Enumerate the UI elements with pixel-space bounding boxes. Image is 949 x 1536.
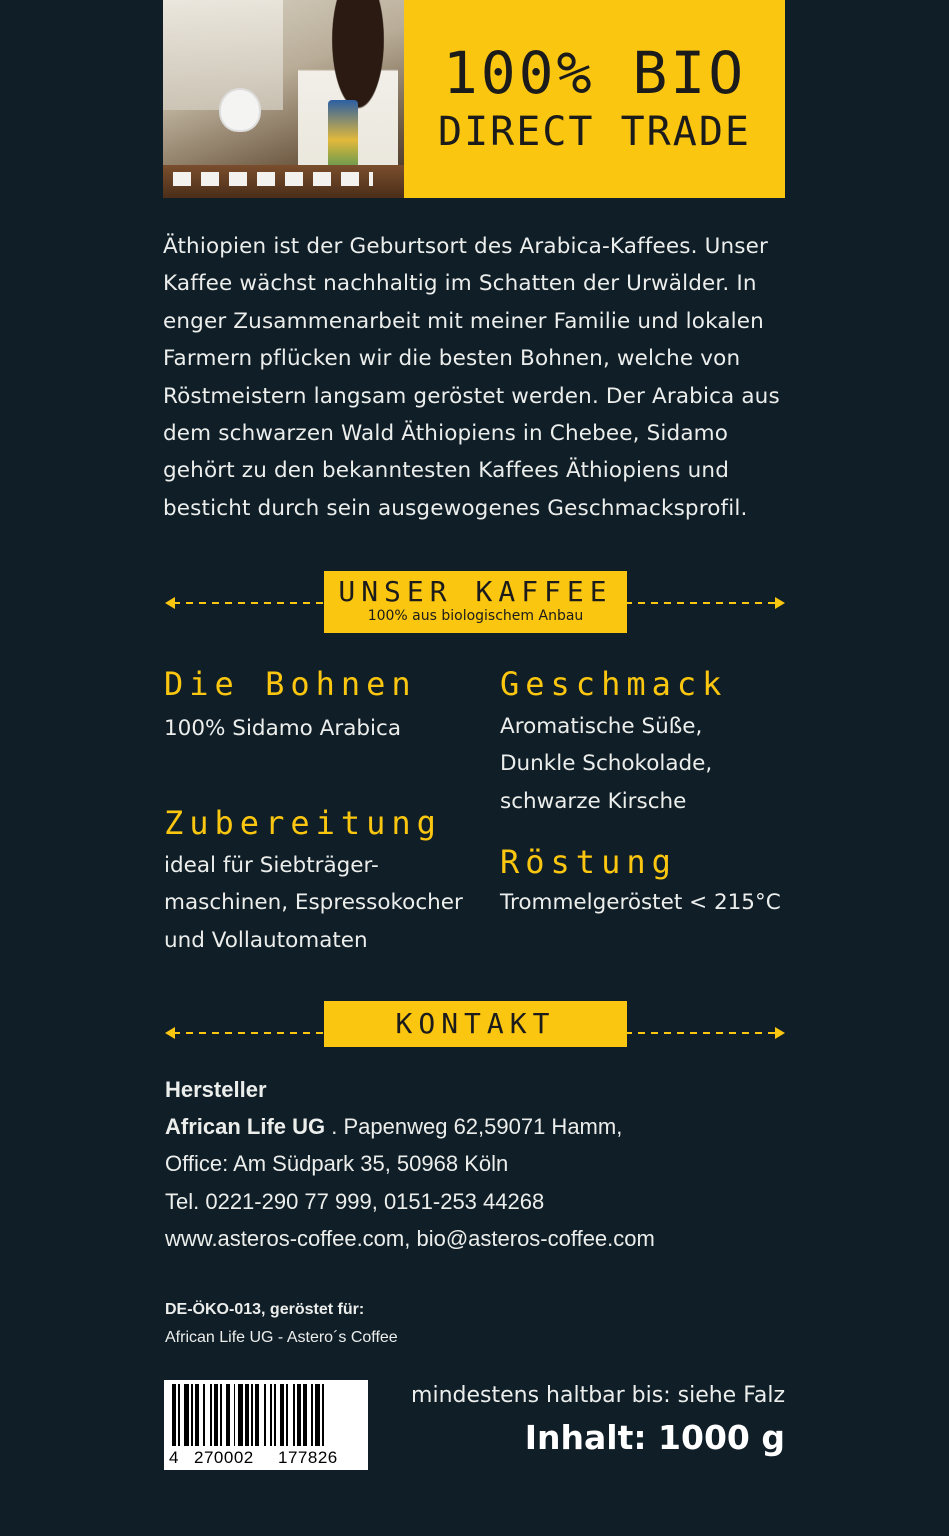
barcode-bar: [311, 1384, 313, 1446]
barcode-bar: [234, 1384, 236, 1446]
office-address: Office: Am Südpark 35, 50968 Köln: [165, 1151, 509, 1177]
barcode-bar: [297, 1384, 301, 1446]
barcode-bar: [245, 1384, 249, 1446]
barcode-bar: [264, 1384, 266, 1446]
contact-block: [165, 1071, 655, 1257]
barcode-bar: [210, 1384, 212, 1446]
zubereitung-text: ideal für Siebträger- maschinen, Espressokocher und Vollautomaten: [164, 853, 463, 953]
hersteller-label: Hersteller: [165, 1077, 267, 1102]
barcode-bar: [203, 1384, 205, 1446]
kontakt-banner: [324, 1001, 627, 1047]
barcode-bar: [274, 1384, 276, 1446]
unser-kaffee-divider: [163, 570, 785, 634]
barcode-bar: [172, 1384, 176, 1446]
dashed-line: [625, 1032, 775, 1034]
barcode-bar: [255, 1384, 259, 1446]
barcode-bar: [270, 1384, 272, 1446]
dashed-line: [625, 602, 775, 604]
barcode-bar: [195, 1384, 199, 1446]
barcode-bar: [214, 1384, 218, 1446]
barcode-bar: [293, 1384, 295, 1446]
cert-for: African Life UG - Astero´s Coffee: [165, 1329, 398, 1346]
barcode-bar: [322, 1384, 324, 1446]
section-subtitle: 100% aus biologischem Anbau: [367, 608, 584, 624]
best-before-note: mindestens haltbar bis: siehe Falz: [411, 1383, 785, 1408]
section-title: KONTAKT: [395, 1007, 556, 1040]
address: . Papenweg 62,59071 Hamm,: [325, 1114, 623, 1140]
barcode-bar: [178, 1384, 180, 1446]
roestung-text: Trommelgeröstet < 215°C: [500, 890, 781, 915]
bohnen-heading: Die Bohnen: [164, 665, 417, 703]
dashed-line: [173, 602, 323, 604]
barcode-bar: [238, 1384, 243, 1446]
bio-headline: 100% BIO: [442, 39, 747, 107]
web-and-email: www.asteros-coffee.com, bio@asteros-coffee.com: [165, 1225, 655, 1251]
bohnen-text: 100% Sidamo Arabica: [164, 716, 402, 741]
arrow-right-icon: [775, 597, 785, 609]
barcode-bar: [251, 1384, 253, 1446]
phone-numbers: Tel. 0221-290 77 999, 0151-253 44268: [165, 1188, 545, 1214]
barcode-bar: [315, 1384, 320, 1446]
cert-code: DE-ÖKO-013, geröstet für:: [165, 1301, 365, 1318]
intro-paragraph: Äthiopien ist der Geburtsort des Arabica-Kaffees. Unser Kaffee wächst nachhaltig im Schatten der Urwälder. In enger Zusammenarbeit mit meiner Familie und lokalen Farmern pflücken wir die besten Bohnen, welche von Röstmeistern langsam geröstet werden. Der Arabica aus dem schwarzen Wald Äthiopiens in Chebee, Sidamo gehört zu den bekanntesten Kaffees Äthiopiens und besticht durch sein ausgewogenes Geschmacksprofil.: [163, 234, 780, 521]
woman-pouring-coffee-photo: [163, 0, 404, 198]
zubereitung-heading: Zubereitung: [164, 804, 442, 842]
barcode-bar: [280, 1384, 284, 1446]
organic-certification: [165, 1296, 398, 1352]
dashed-line: [173, 1032, 323, 1034]
company-name: African Life UG: [165, 1114, 326, 1140]
unser-kaffee-banner: [324, 571, 627, 633]
barcode-bar: [286, 1384, 288, 1446]
direct-trade-label: DIRECT TRADE: [438, 109, 751, 155]
kontakt-divider: [163, 1000, 785, 1064]
ean-barcode: 4 270002 177826: [164, 1380, 368, 1470]
arrow-right-icon: [775, 1027, 785, 1039]
barcode-bars: [172, 1384, 360, 1446]
section-title: UNSER KAFFEE: [338, 575, 613, 608]
geschmack-heading: Geschmack: [500, 665, 728, 703]
net-content: Inhalt: 1000 g: [524, 1418, 785, 1457]
barcode-bar: [226, 1384, 230, 1446]
barcode-bar: [220, 1384, 222, 1446]
barcode-bar: [184, 1384, 189, 1446]
bio-badge: [404, 0, 785, 198]
barcode-bar: [191, 1384, 193, 1446]
roestung-heading: Röstung: [500, 843, 677, 881]
geschmack-text: Aromatische Süße, Dunkle Schokolade, schwarze Kirsche: [500, 714, 713, 814]
barcode-bar: [303, 1384, 307, 1446]
